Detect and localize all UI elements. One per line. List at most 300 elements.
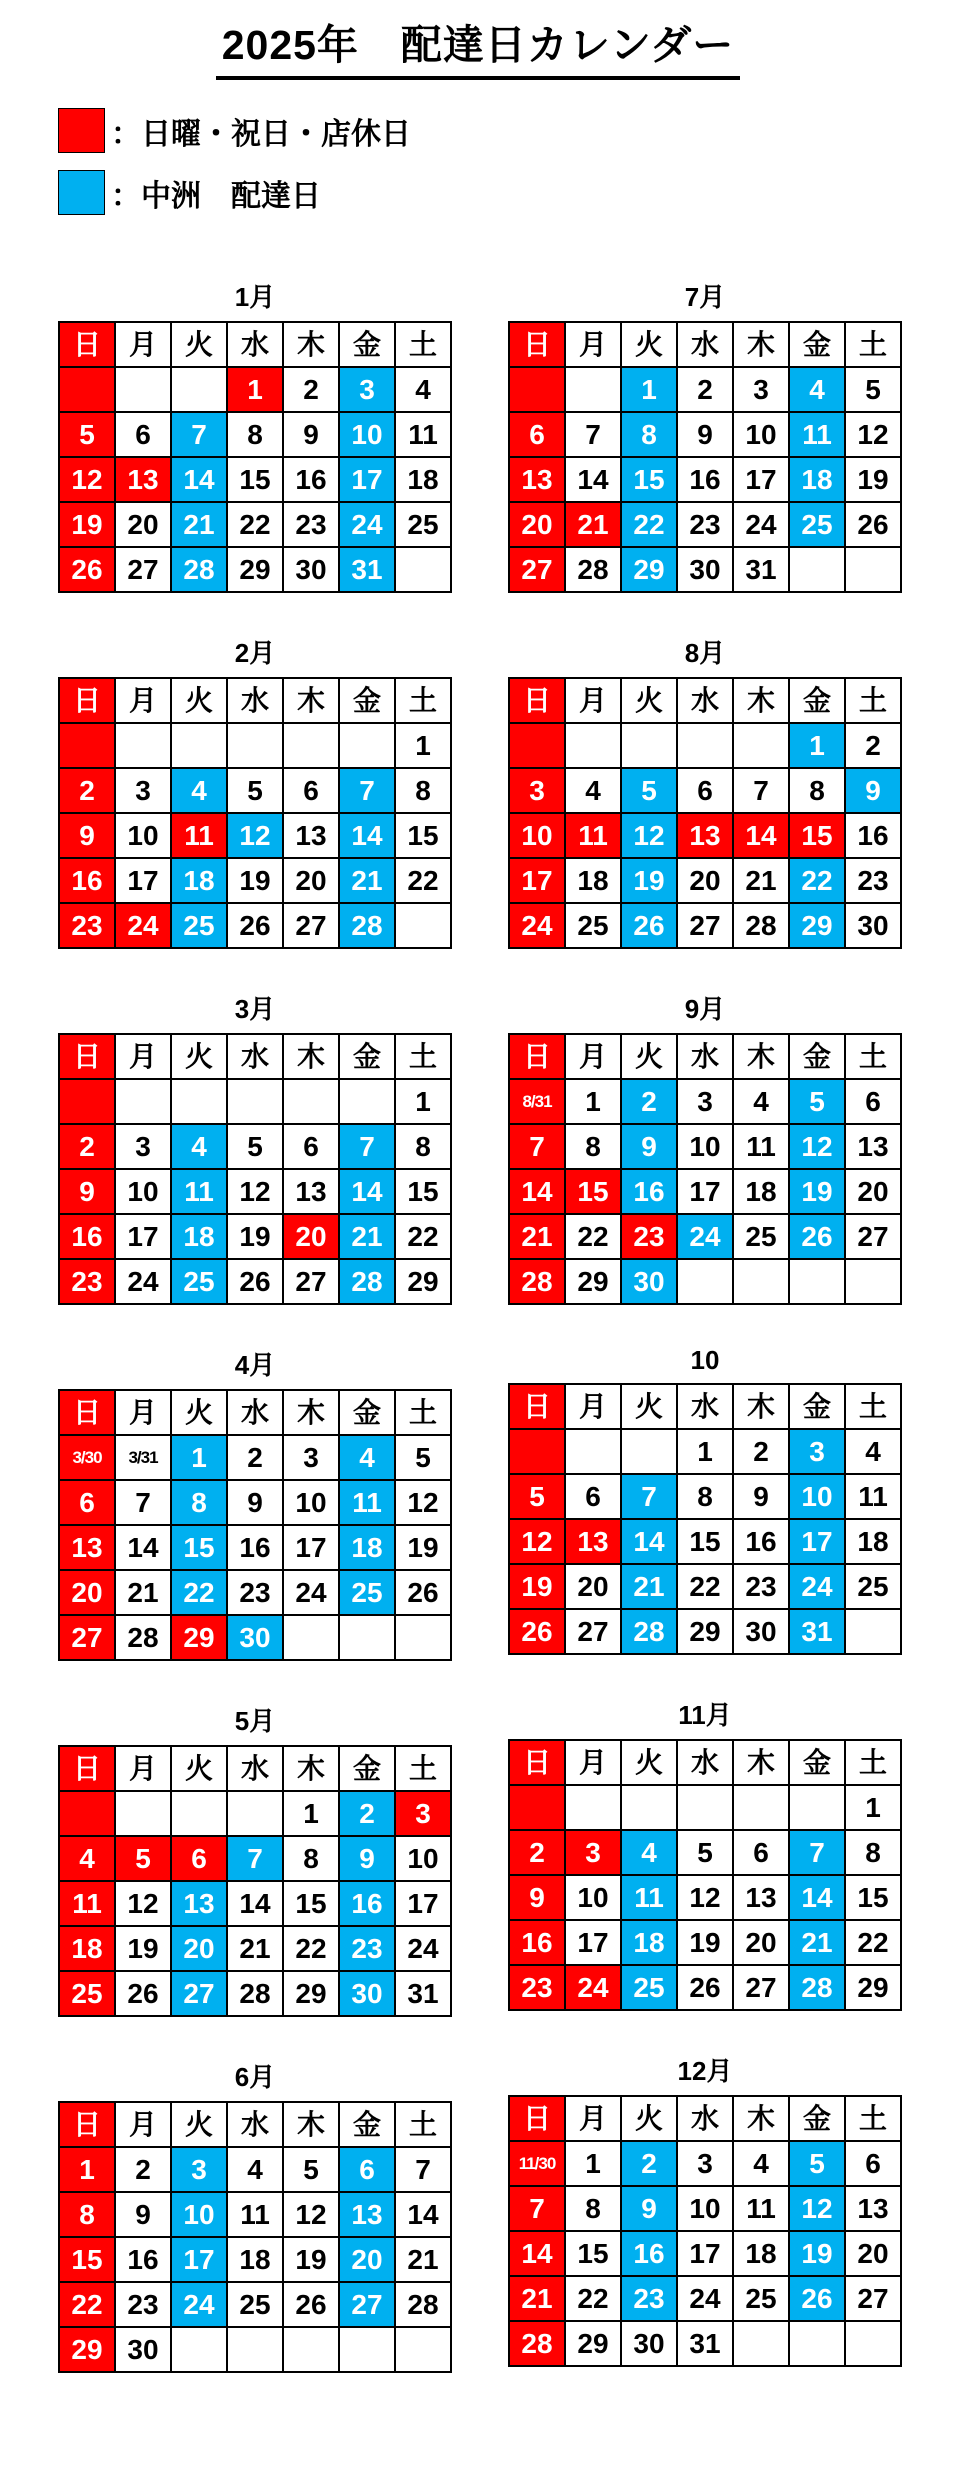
day-cell: 24 [171,2282,227,2327]
day-cell: 16 [677,457,733,502]
day-cell: 16 [227,1525,283,1570]
month-body [509,1079,901,1304]
weekday-header-cell: 火 [621,322,677,367]
day-cell: 7 [115,1480,171,1525]
empty-day-cell [509,1785,565,1830]
day-cell: 22 [621,502,677,547]
week-row [509,813,901,858]
day-cell: 13 [171,1881,227,1926]
day-cell: 11 [733,2186,789,2231]
day-cell: 7 [789,1830,845,1875]
day-cell: 2 [509,1830,565,1875]
weekday-header-cell: 金 [339,1034,395,1079]
month-title: 4月 [234,1350,276,1380]
day-cell: 17 [677,1169,733,1214]
month-body [59,723,451,948]
day-cell: 9 [677,412,733,457]
weekday-header-cell: 木 [283,322,339,367]
weekday-header-cell: 水 [677,678,733,723]
day-cell: 15 [227,457,283,502]
day-cell: 9 [845,768,901,813]
day-cell: 20 [171,1926,227,1971]
month-calendar [58,1745,452,2017]
weekday-header-cell: 金 [789,678,845,723]
day-cell: 17 [395,1881,451,1926]
weekday-header-row [59,1390,451,1435]
day-cell: 17 [509,858,565,903]
month-title: 3月 [234,994,276,1024]
day-cell: 4 [59,1836,115,1881]
weekday-header-cell: 木 [283,1034,339,1079]
day-cell: 5 [677,1830,733,1875]
day-cell: 21 [395,2237,451,2282]
day-cell: 6 [283,768,339,813]
day-cell: 3 [677,1079,733,1124]
day-cell: 30 [677,547,733,592]
weekday-header-cell: 金 [789,1740,845,1785]
day-cell: 15 [283,1881,339,1926]
month-block [58,1345,452,1661]
day-cell: 20 [509,502,565,547]
weekday-header-cell: 月 [565,1034,621,1079]
weekday-header-cell: 火 [621,678,677,723]
day-cell: 10 [171,2192,227,2237]
day-cell: 23 [677,502,733,547]
day-cell: 10 [339,412,395,457]
weekday-header-cell: 金 [789,1034,845,1079]
month-body [509,2141,901,2366]
day-cell: 25 [395,502,451,547]
day-cell: 5 [227,768,283,813]
day-cell: 31 [789,1609,845,1654]
day-cell: 23 [621,2276,677,2321]
day-cell: 16 [845,813,901,858]
day-cell: 6 [283,1124,339,1169]
day-cell: 15 [395,1169,451,1214]
empty-day-cell [395,903,451,948]
day-cell: 27 [845,1214,901,1259]
week-row [59,1971,451,2016]
month-block [508,1345,902,1655]
day-cell: 12 [227,1169,283,1214]
day-cell: 16 [115,2237,171,2282]
weekday-header-cell: 土 [845,1384,901,1429]
day-cell: 29 [789,903,845,948]
day-cell: 7 [565,412,621,457]
day-cell: 8 [565,2186,621,2231]
day-cell: 29 [565,2321,621,2366]
weekday-header-cell: 火 [621,1034,677,1079]
day-cell: 26 [789,2276,845,2321]
day-cell: 22 [283,1926,339,1971]
week-row [509,1965,901,2010]
week-row [59,502,451,547]
day-cell: 28 [171,547,227,592]
day-cell: 18 [621,1920,677,1965]
weekday-header-cell: 月 [565,678,621,723]
empty-day-cell [283,1615,339,1660]
day-cell: 4 [565,768,621,813]
day-cell: 29 [565,1259,621,1304]
day-cell: 20 [283,858,339,903]
day-cell: 4 [845,1429,901,1474]
day-cell: 22 [789,858,845,903]
day-cell: 8 [395,1124,451,1169]
empty-day-cell [565,723,621,768]
day-cell: 19 [789,2231,845,2276]
week-row [509,2186,901,2231]
day-cell: 24 [677,1214,733,1259]
empty-day-cell [677,723,733,768]
day-cell: 16 [621,2231,677,2276]
day-cell: 26 [677,1965,733,2010]
week-row [509,412,901,457]
day-cell: 20 [283,1214,339,1259]
day-cell: 24 [339,502,395,547]
day-cell: 21 [227,1926,283,1971]
week-row [509,1214,901,1259]
week-row [509,1830,901,1875]
weekday-header-cell: 木 [283,678,339,723]
day-cell: 2 [59,768,115,813]
weekday-header-row [509,1034,901,1079]
empty-day-cell [789,547,845,592]
months-column-left [58,277,452,2373]
day-cell: 9 [115,2192,171,2237]
empty-day-cell [339,1079,395,1124]
day-cell: 27 [59,1615,115,1660]
day-cell: 10 [677,1124,733,1169]
day-cell: 17 [339,457,395,502]
day-cell: 19 [509,1564,565,1609]
day-cell: 19 [115,1926,171,1971]
legend-item-holiday [58,108,956,153]
month-block [58,277,452,593]
weekday-header-cell: 水 [227,678,283,723]
weekday-header-cell: 金 [339,1390,395,1435]
day-cell: 4 [733,2141,789,2186]
empty-day-cell [171,1079,227,1124]
day-cell: 20 [59,1570,115,1615]
empty-day-cell [171,723,227,768]
month-block [58,633,452,949]
day-cell: 28 [227,1971,283,2016]
weekday-header-cell: 水 [677,2096,733,2141]
weekday-header-row [509,1740,901,1785]
day-cell: 18 [845,1519,901,1564]
month-calendar [508,677,902,949]
weekday-header-cell: 土 [395,678,451,723]
day-cell: 18 [565,858,621,903]
day-cell: 14 [509,2231,565,2276]
day-cell: 10 [283,1480,339,1525]
day-cell: 27 [509,547,565,592]
day-cell: 6 [845,1079,901,1124]
empty-day-cell [509,367,565,412]
weekday-header-cell: 月 [115,678,171,723]
day-cell: 6 [115,412,171,457]
empty-day-cell [283,723,339,768]
day-cell: 12 [395,1480,451,1525]
day-cell: 25 [789,502,845,547]
month-title: 10 [690,1345,720,1375]
day-cell: 14 [339,1169,395,1214]
day-cell: 14 [395,2192,451,2237]
day-cell: 13 [339,2192,395,2237]
weekday-header-cell: 木 [283,2102,339,2147]
day-cell: 4 [789,367,845,412]
title-wrap [0,12,956,80]
day-cell: 4 [339,1435,395,1480]
day-cell: 3 [115,1124,171,1169]
day-cell: 18 [171,858,227,903]
weekday-header-cell: 土 [845,1740,901,1785]
month-block [508,277,902,593]
day-cell: 13 [59,1525,115,1570]
week-row [509,502,901,547]
weekday-header-cell: 金 [789,2096,845,2141]
empty-day-cell [565,367,621,412]
day-cell: 27 [115,547,171,592]
day-cell: 21 [621,1564,677,1609]
month-title: 6月 [234,2062,276,2092]
day-cell: 15 [171,1525,227,1570]
day-cell: 27 [283,1259,339,1304]
week-row [59,1525,451,1570]
empty-day-cell [59,1079,115,1124]
day-cell: 9 [621,1124,677,1169]
day-cell: 6 [565,1474,621,1519]
day-cell: 25 [171,1259,227,1304]
legend-item-delivery [58,170,956,215]
day-cell: 12 [621,813,677,858]
month-calendar [58,1389,452,1661]
week-row [59,1435,451,1480]
day-cell: 25 [339,1570,395,1615]
empty-day-cell [395,547,451,592]
day-cell: 28 [509,1259,565,1304]
week-row [59,2147,451,2192]
day-cell: 29 [677,1609,733,1654]
weekday-header-row [509,678,901,723]
week-row [59,367,451,412]
empty-day-cell [789,1259,845,1304]
empty-day-cell [845,2321,901,2366]
weekday-header-cell: 日 [59,1746,115,1791]
weekday-header-cell: 土 [395,2102,451,2147]
day-cell: 17 [789,1519,845,1564]
weekday-header-cell: 金 [339,2102,395,2147]
week-row [59,2237,451,2282]
day-cell: 4 [171,1124,227,1169]
day-cell: 21 [509,1214,565,1259]
week-row [509,457,901,502]
day-cell: 24 [509,903,565,948]
day-cell: 24 [395,1926,451,1971]
day-cell: 30 [283,547,339,592]
day-cell: 20 [845,2231,901,2276]
month-title: 1月 [234,282,276,312]
month-title: 2月 [234,638,276,668]
day-cell: 23 [227,1570,283,1615]
day-cell: 25 [565,903,621,948]
empty-day-cell [227,1791,283,1836]
weekday-header-cell: 月 [115,1390,171,1435]
day-cell: 27 [565,1609,621,1654]
weekday-header-cell: 水 [677,1740,733,1785]
weekday-header-cell: 日 [59,678,115,723]
day-cell: 9 [227,1480,283,1525]
day-cell: 7 [227,1836,283,1881]
day-cell: 11 [621,1875,677,1920]
week-row [509,1875,901,1920]
day-cell: 17 [283,1525,339,1570]
empty-day-cell [845,547,901,592]
day-cell: 25 [621,1965,677,2010]
day-cell: 30 [733,1609,789,1654]
weekday-header-row [509,2096,901,2141]
day-cell: 22 [227,502,283,547]
empty-day-cell [677,1259,733,1304]
week-row [59,1480,451,1525]
day-cell: 19 [845,457,901,502]
day-cell: 30 [339,1971,395,2016]
day-cell: 5 [509,1474,565,1519]
day-cell: 11 [395,412,451,457]
day-cell: 26 [845,502,901,547]
month-body [59,1791,451,2016]
day-cell: 22 [395,858,451,903]
day-cell: 22 [677,1564,733,1609]
day-cell: 23 [733,1564,789,1609]
delivery-color-swatch [58,170,105,215]
day-cell: 17 [565,1920,621,1965]
day-cell: 3 [395,1791,451,1836]
week-row [509,1169,901,1214]
day-cell: 13 [115,457,171,502]
day-cell: 17 [733,457,789,502]
day-cell: 7 [395,2147,451,2192]
day-cell: 20 [845,1169,901,1214]
day-cell: 10 [789,1474,845,1519]
day-cell: 26 [283,2282,339,2327]
day-cell: 12 [115,1881,171,1926]
weekday-header-cell: 水 [677,1034,733,1079]
day-cell: 29 [227,547,283,592]
day-cell: 5 [395,1435,451,1480]
day-cell: 10 [395,1836,451,1881]
day-cell: 22 [59,2282,115,2327]
week-row [509,2321,901,2366]
weekday-header-row [59,678,451,723]
day-cell: 16 [621,1169,677,1214]
day-cell: 8 [845,1830,901,1875]
day-cell: 19 [789,1169,845,1214]
empty-day-cell [227,723,283,768]
month-calendar [58,677,452,949]
day-cell: 8 [565,1124,621,1169]
day-cell: 24 [115,903,171,948]
day-cell: 17 [115,858,171,903]
weekday-header-cell: 水 [677,1384,733,1429]
empty-day-cell [621,723,677,768]
day-cell: 27 [283,903,339,948]
week-row [59,1926,451,1971]
day-cell: 15 [789,813,845,858]
day-cell: 6 [677,768,733,813]
week-row [59,1169,451,1214]
empty-day-cell [565,1429,621,1474]
day-cell: 22 [845,1920,901,1965]
day-cell: 5 [789,2141,845,2186]
week-row [59,1791,451,1836]
day-cell: 11 [171,1169,227,1214]
day-cell: 12 [509,1519,565,1564]
weekday-header-cell: 水 [227,322,283,367]
day-cell: 23 [845,858,901,903]
weekday-header-cell: 月 [115,1746,171,1791]
day-cell: 30 [621,2321,677,2366]
week-row [509,1785,901,1830]
day-cell: 12 [789,1124,845,1169]
month-block [508,633,902,949]
empty-day-cell [115,1079,171,1124]
weekday-header-cell: 日 [509,322,565,367]
weekday-header-cell: 木 [283,1390,339,1435]
weekday-header-cell: 土 [845,678,901,723]
day-cell: 21 [115,1570,171,1615]
day-cell: 27 [339,2282,395,2327]
week-row [59,1259,451,1304]
day-cell: 24 [565,1965,621,2010]
day-cell: 23 [283,502,339,547]
empty-day-cell [845,1259,901,1304]
empty-day-cell [509,723,565,768]
day-cell: 28 [565,547,621,592]
day-cell: 16 [733,1519,789,1564]
day-cell: 14 [621,1519,677,1564]
day-cell: 10 [733,412,789,457]
day-cell: 9 [509,1875,565,1920]
day-cell: 14 [171,457,227,502]
month-calendar [58,321,452,593]
day-cell: 28 [339,1259,395,1304]
day-cell: 3 [789,1429,845,1474]
week-row [59,768,451,813]
weekday-header-cell: 土 [395,1034,451,1079]
day-cell: 2 [733,1429,789,1474]
weekday-header-row [59,2102,451,2147]
month-body [509,367,901,592]
month-calendar [58,1033,452,1305]
day-cell: 7 [509,1124,565,1169]
month-title: 7月 [684,282,726,312]
month-calendar [508,1033,902,1305]
day-cell: 5 [283,2147,339,2192]
week-row [59,2282,451,2327]
day-cell: 8 [395,768,451,813]
day-cell: 8 [789,768,845,813]
day-cell: 2 [115,2147,171,2192]
day-cell: 18 [227,2237,283,2282]
week-row [509,1920,901,1965]
day-cell: 28 [733,903,789,948]
day-cell: 1 [677,1429,733,1474]
empty-day-cell [339,723,395,768]
weekday-header-cell: 金 [339,322,395,367]
month-title: 12月 [677,2056,733,2086]
day-cell: 6 [171,1836,227,1881]
